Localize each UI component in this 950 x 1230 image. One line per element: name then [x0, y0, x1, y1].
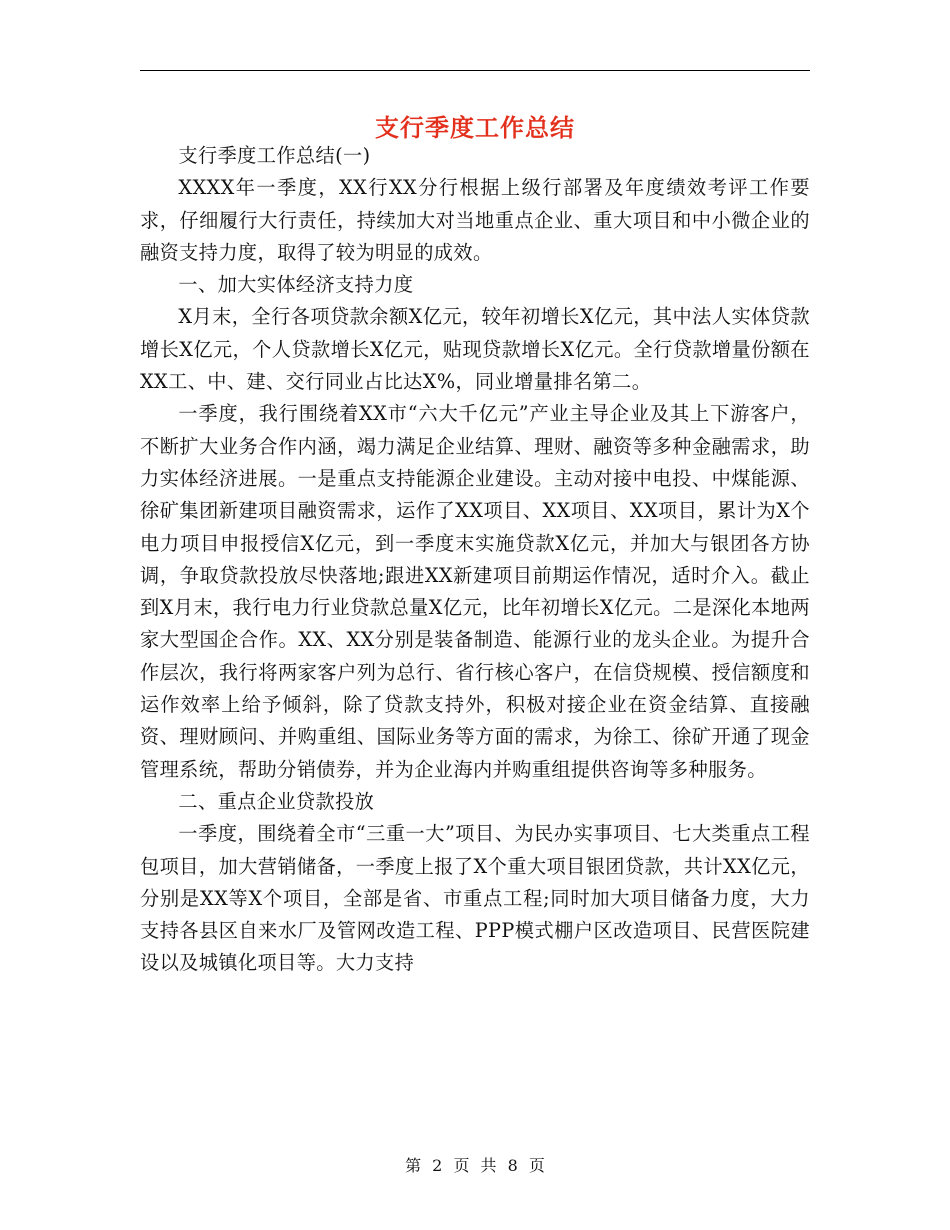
document-title: 支行季度工作总结	[375, 113, 575, 142]
section-heading-1: 一、加大实体经济支持力度	[178, 273, 414, 297]
body-paragraph: 一季度，围绕着全市“三重一大”项目、为民办实事项目、七大类重点工程包项目，加大营销储备，一季度上报了X个重大项目银团贷款，共计XX亿元，分别是XX等X个项目，全部是省、市重点工程;同时加大项目储备力度，大力支持各县区自来水厂及管网改造工程、PPP模式棚户区改造项目、民营医院建设以及城镇化项目等。大力支持	[140, 822, 810, 975]
page-footer: 第 2 页 共 8 页	[405, 1156, 545, 1175]
body-paragraph: X月末，全行各项贷款余额X亿元，较年初增长X亿元，其中法人实体贷款增长X亿元，个人贷款增长X亿元，贴现贷款增长X亿元。全行贷款增量份额在XX工、中、建、交行同业占比达X%，同业增量排名第二。	[140, 305, 810, 394]
section-heading-2: 二、重点企业贷款投放	[178, 789, 375, 813]
intro-paragraph: XXXX年一季度，XX行XX分行根据上级行部署及年度绩效考评工作要求，仔细履行大行责任，持续加大对当地重点企业、重大项目和中小微企业的融资支持力度，取得了较为明显的成效。	[140, 176, 810, 264]
header-rule	[140, 70, 810, 71]
body-paragraph: 一季度，我行围绕着XX市“六大千亿元”产业主导企业及其上下游客户，不断扩大业务合作内涵，竭力满足企业结算、理财、融资等多种金融需求，助力实体经济进展。一是重点支持能源企业建设。主动对接中电投、中煤能源、徐矿集团新建项目融资需求，运作了XX项目、XX项目、XX项目，累计为X个电力项目申报授信X亿元，到一季度末实施贷款X亿元，并加大与银团各方协调，争取贷款投放尽快落地;跟进XX新建项目前期运作情况，适时介入。截止到X月末，我行电力行业贷款总量X亿元，比年初增长X亿元。二是深化本地两家大型国企合作。XX、XX分别是装备制造、能源行业的龙头企业。为提升合作层次，我行将两家客户列为总行、省行核心客户，在信贷规模、授信额度和运作效率上给予倾斜，除了贷款支持外，积极对接企业在资金结算、直接融资、理财顾问、并购重组、国际业务等方面的需求，为徐工、徐矿开通了现金管理系统，帮助分销债券，并为企业海内并购重组提供咨询等多种服务。	[140, 402, 810, 781]
document-body	[140, 140, 810, 980]
subtitle-paragraph: 支行季度工作总结(一)	[178, 144, 371, 167]
